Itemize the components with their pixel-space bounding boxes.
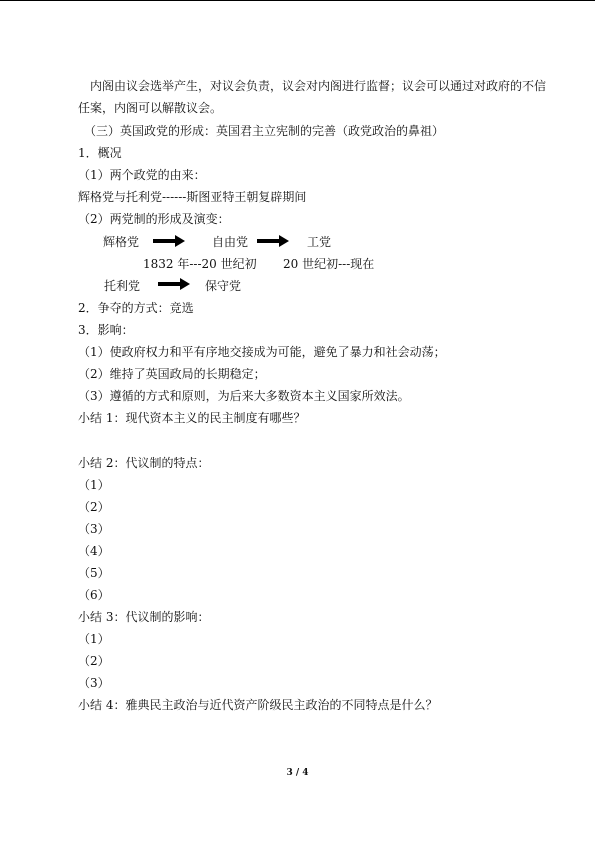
blank-list-item: （1） — [78, 478, 110, 492]
list-item: 1．概况 — [78, 146, 122, 160]
page-number: 3 / 4 — [286, 768, 309, 778]
party-labour: 工党 — [307, 235, 332, 249]
text-line: 辉格党与托利党------斯图亚特王朝复辟期间 — [78, 190, 307, 204]
paragraph-line: 任案，内阁可以解散议会。 — [78, 101, 223, 115]
blank-list-item: （1） — [78, 632, 110, 646]
blank-list-item: （6） — [78, 588, 110, 602]
page-top-border — [0, 0, 595, 1]
blank-list-item: （3） — [78, 676, 110, 690]
list-item: 3．影响： — [78, 323, 134, 337]
list-item: （3）遵循的方式和原则，为后来大多数资本主义国家所效法。 — [78, 389, 410, 403]
party-whig: 辉格党 — [103, 235, 140, 249]
summary-question: 小结 3：代议制的影响： — [78, 610, 210, 624]
paragraph-line: 内阁由议会选举产生，对议会负责，议会对内阁进行监督；议会可以通过对政府的不信 — [90, 79, 547, 93]
blank-list-item: （5） — [78, 566, 110, 580]
list-item: （2）两党制的形成及演变： — [78, 212, 230, 226]
period-label: 20 世纪初---现在 — [283, 257, 375, 271]
arrow-right-icon — [153, 235, 185, 247]
list-item: 2．争夺的方式：竞选 — [78, 301, 194, 315]
party-liberal: 自由党 — [212, 235, 249, 249]
period-label: 1832 年---20 世纪初 — [143, 257, 257, 271]
summary-question: 小结 1：现代资本主义的民主制度有哪些？ — [78, 411, 306, 425]
arrow-right-icon — [158, 278, 190, 290]
summary-question: 小结 2：代议制的特点： — [78, 456, 210, 470]
blank-list-item: （2） — [78, 654, 110, 668]
party-conservative: 保守党 — [205, 279, 242, 293]
blank-list-item: （3） — [78, 522, 110, 536]
blank-list-item: （2） — [78, 500, 110, 514]
blank-list-item: （4） — [78, 544, 110, 558]
section-heading: （三）英国政党的形成：英国君主立宪制的完善（政党政治的鼻祖） — [84, 124, 445, 138]
list-item: （1）使政府权力和平有序地交接成为可能，避免了暴力和社会动荡； — [78, 345, 446, 359]
arrow-right-icon — [257, 235, 289, 247]
list-item: （2）维持了英国政局的长期稳定； — [78, 367, 266, 381]
summary-question: 小结 4：雅典民主政治与近代资产阶级民主政治的不同特点是什么？ — [78, 698, 438, 712]
party-tory: 托利党 — [104, 279, 141, 293]
list-item: （1）两个政党的由来： — [78, 168, 206, 182]
